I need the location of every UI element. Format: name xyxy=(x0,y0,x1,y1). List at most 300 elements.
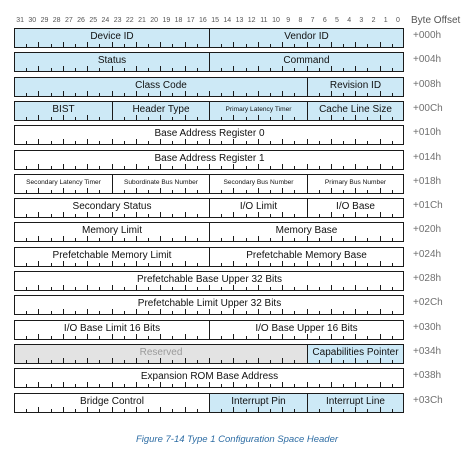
bit-tick xyxy=(38,407,39,412)
bit-tick xyxy=(26,409,27,412)
bit-tick xyxy=(221,336,222,339)
register-field xyxy=(209,53,403,71)
bit-tick xyxy=(343,44,344,47)
bit-tick xyxy=(112,115,113,120)
bit-tick xyxy=(136,334,137,339)
bit-tick xyxy=(87,91,88,96)
bit-tick xyxy=(258,334,259,339)
bit-tick xyxy=(221,93,222,96)
bit-number: 9 xyxy=(286,17,291,24)
byte-offset-label: +034h xyxy=(413,345,442,357)
bit-tick xyxy=(258,42,259,47)
bit-tick xyxy=(355,139,356,144)
bit-tick xyxy=(307,188,308,193)
bit-tick xyxy=(148,166,149,169)
bit-tick xyxy=(124,166,125,169)
bit-tick xyxy=(185,91,186,96)
bit-tick xyxy=(258,309,259,314)
bit-tick xyxy=(246,360,247,363)
bit-tick xyxy=(343,263,344,266)
bit-tick xyxy=(233,407,234,412)
bit-tick xyxy=(209,309,210,314)
bit-tick xyxy=(355,285,356,290)
bit-tick xyxy=(331,91,332,96)
bit-tick xyxy=(148,44,149,47)
bit-tick xyxy=(233,309,234,314)
bit-tick xyxy=(209,236,210,241)
bit-tick xyxy=(136,212,137,217)
bit-tick xyxy=(355,42,356,47)
bit-tick xyxy=(343,166,344,169)
bit-tick xyxy=(246,93,247,96)
bit-tick xyxy=(270,166,271,169)
bit-number: 4 xyxy=(347,17,352,24)
bit-tick xyxy=(331,188,332,193)
bit-number: 14 xyxy=(223,17,232,24)
bit-tick xyxy=(307,115,308,120)
bit-tick xyxy=(331,382,332,387)
bit-tick xyxy=(26,214,27,217)
bit-tick xyxy=(282,139,283,144)
bit-tick xyxy=(87,261,88,266)
byte-offset-label: +02Ch xyxy=(413,297,443,309)
bit-tick xyxy=(75,287,76,290)
bit-tick xyxy=(160,164,161,169)
bit-tick xyxy=(307,382,308,387)
bit-tick xyxy=(112,334,113,339)
bit-tick xyxy=(172,311,173,314)
bit-tick xyxy=(209,334,210,339)
bit-tick xyxy=(294,44,295,47)
bit-tick xyxy=(392,93,393,96)
bit-tick xyxy=(307,261,308,266)
bit-tick xyxy=(124,44,125,47)
bit-tick xyxy=(392,384,393,387)
bit-tick xyxy=(197,93,198,96)
bit-tick xyxy=(246,311,247,314)
bit-tick xyxy=(75,117,76,120)
bit-tick xyxy=(282,407,283,412)
bit-tick xyxy=(87,115,88,120)
bit-tick xyxy=(221,166,222,169)
bit-tick xyxy=(258,212,259,217)
bit-tick xyxy=(380,407,381,412)
bit-tick xyxy=(26,238,27,241)
bit-tick xyxy=(319,190,320,193)
register-field xyxy=(209,223,403,241)
bit-tick xyxy=(136,382,137,387)
byte-offset-label: +000h xyxy=(413,30,442,41)
register-row xyxy=(14,344,404,364)
byte-offset-label: +004h xyxy=(413,54,442,66)
bit-tick xyxy=(99,263,100,266)
bit-tick xyxy=(63,407,64,412)
bit-tick xyxy=(233,188,234,193)
bit-tick xyxy=(221,214,222,217)
bit-tick xyxy=(282,236,283,241)
bit-tick xyxy=(343,238,344,241)
bit-tick xyxy=(380,261,381,266)
bit-tick xyxy=(38,309,39,314)
bit-tick xyxy=(185,139,186,144)
bit-tick xyxy=(160,236,161,241)
bit-tick xyxy=(38,212,39,217)
bit-tick xyxy=(26,190,27,193)
bit-tick xyxy=(51,93,52,96)
byte-offset-label: +028h xyxy=(413,273,442,284)
bit-tick xyxy=(319,44,320,47)
bit-tick xyxy=(185,188,186,193)
bit-tick xyxy=(99,117,100,120)
field-label: Class Code xyxy=(135,79,187,91)
bit-tick xyxy=(367,409,368,412)
bit-tick xyxy=(331,139,332,144)
bit-tick xyxy=(282,188,283,193)
bit-tick xyxy=(221,141,222,144)
field-label: Secondary Status xyxy=(72,201,152,213)
register-row xyxy=(14,295,404,315)
bit-tick xyxy=(282,285,283,290)
bit-tick xyxy=(343,409,344,412)
bit-tick xyxy=(221,360,222,363)
register-row xyxy=(14,125,404,145)
bit-tick xyxy=(294,360,295,363)
bit-tick xyxy=(51,190,52,193)
bit-tick xyxy=(26,68,27,71)
bit-tick xyxy=(63,309,64,314)
byte-offset-label: +014h xyxy=(413,151,442,163)
bit-number: 18 xyxy=(174,17,183,24)
bit-tick xyxy=(136,164,137,169)
bit-tick xyxy=(233,382,234,387)
bit-tick xyxy=(38,139,39,144)
bit-tick xyxy=(270,311,271,314)
bit-tick xyxy=(26,166,27,169)
bit-tick xyxy=(233,115,234,120)
bit-tick xyxy=(380,236,381,241)
bit-tick xyxy=(221,44,222,47)
bit-tick xyxy=(51,214,52,217)
bit-tick xyxy=(172,238,173,241)
byte-offset-label: +010h xyxy=(413,127,442,139)
bit-tick xyxy=(282,212,283,217)
field-label: Header Type xyxy=(132,103,190,115)
bit-tick xyxy=(38,66,39,71)
bit-tick xyxy=(233,212,234,217)
bit-tick xyxy=(75,311,76,314)
field-label: Memory Limit xyxy=(81,225,142,237)
register-row xyxy=(14,174,404,194)
bit-tick xyxy=(75,93,76,96)
bit-tick xyxy=(63,261,64,266)
bit-tick xyxy=(331,407,332,412)
field-label: Interrupt Line xyxy=(326,395,385,407)
bit-tick xyxy=(270,117,271,120)
field-label: Prefetchable Memory Limit xyxy=(52,249,172,261)
bit-tick xyxy=(63,188,64,193)
bit-tick xyxy=(124,214,125,217)
bit-tick xyxy=(197,384,198,387)
bit-tick xyxy=(148,214,149,217)
bit-tick xyxy=(136,407,137,412)
field-label: Subordinate Bus Number xyxy=(123,178,199,186)
bit-tick xyxy=(367,384,368,387)
bit-tick xyxy=(221,263,222,266)
bit-tick xyxy=(124,311,125,314)
bit-tick xyxy=(75,214,76,217)
bit-tick xyxy=(51,336,52,339)
bit-tick xyxy=(148,384,149,387)
bit-tick xyxy=(355,309,356,314)
bit-tick xyxy=(307,164,308,169)
bit-tick xyxy=(209,212,210,217)
bit-tick xyxy=(380,42,381,47)
bit-number: 0 xyxy=(395,17,400,24)
bit-tick xyxy=(51,409,52,412)
bit-tick xyxy=(221,117,222,120)
bit-tick xyxy=(246,336,247,339)
field-label: Command xyxy=(283,55,330,67)
bit-tick xyxy=(331,66,332,71)
bit-tick xyxy=(75,166,76,169)
byte-offset-label: +00Ch xyxy=(413,102,443,114)
bit-tick xyxy=(148,117,149,120)
bit-tick xyxy=(355,334,356,339)
field-label: Secondary Latency Timer xyxy=(26,178,101,186)
bit-tick xyxy=(307,407,308,412)
bit-tick xyxy=(63,212,64,217)
bit-tick xyxy=(294,166,295,169)
bit-tick xyxy=(172,117,173,120)
bit-tick xyxy=(294,190,295,193)
bit-tick xyxy=(355,91,356,96)
bit-tick xyxy=(343,311,344,314)
bit-tick xyxy=(51,141,52,144)
bit-tick xyxy=(258,382,259,387)
bit-tick xyxy=(99,384,100,387)
bit-tick xyxy=(51,311,52,314)
bit-tick xyxy=(294,141,295,144)
bit-tick xyxy=(75,44,76,47)
bit-tick xyxy=(355,261,356,266)
bit-tick xyxy=(172,336,173,339)
bit-tick xyxy=(124,287,125,290)
bit-tick xyxy=(282,334,283,339)
bit-tick xyxy=(258,115,259,120)
bit-tick xyxy=(209,42,210,47)
bit-tick xyxy=(246,141,247,144)
byte-offset-label: +01Ch xyxy=(413,200,443,212)
bit-tick xyxy=(367,214,368,217)
bit-tick xyxy=(331,309,332,314)
bit-tick xyxy=(380,115,381,120)
bit-tick xyxy=(75,238,76,241)
bit-tick xyxy=(112,382,113,387)
bit-tick xyxy=(197,238,198,241)
bit-tick xyxy=(355,382,356,387)
bit-tick xyxy=(99,336,100,339)
field-label: Revision ID xyxy=(329,79,382,91)
bit-tick xyxy=(380,358,381,363)
bit-tick xyxy=(380,334,381,339)
bit-tick xyxy=(160,382,161,387)
bit-tick xyxy=(197,336,198,339)
bit-tick xyxy=(246,409,247,412)
field-label: Expansion ROM Base Address xyxy=(140,371,279,383)
bit-tick xyxy=(112,407,113,412)
bit-number: 13 xyxy=(235,17,244,24)
bit-tick xyxy=(294,263,295,266)
bit-tick xyxy=(319,336,320,339)
bit-tick xyxy=(99,190,100,193)
bit-tick xyxy=(185,309,186,314)
bit-tick xyxy=(148,311,149,314)
bit-tick xyxy=(367,360,368,363)
bit-tick xyxy=(221,190,222,193)
bit-tick xyxy=(380,66,381,71)
bit-tick xyxy=(270,360,271,363)
bit-tick xyxy=(343,141,344,144)
bit-tick xyxy=(112,309,113,314)
bit-tick xyxy=(185,382,186,387)
register-row xyxy=(14,368,404,388)
bit-tick xyxy=(99,360,100,363)
field-label: Interrupt Pin xyxy=(231,395,286,407)
bit-tick xyxy=(124,117,125,120)
bit-tick xyxy=(197,68,198,71)
bit-tick xyxy=(307,91,308,96)
bit-tick xyxy=(185,236,186,241)
bit-tick xyxy=(270,44,271,47)
register-row xyxy=(14,198,404,218)
bit-tick xyxy=(221,409,222,412)
bit-tick xyxy=(63,115,64,120)
bit-tick xyxy=(294,409,295,412)
bit-tick xyxy=(75,68,76,71)
bit-tick xyxy=(112,91,113,96)
bit-tick xyxy=(185,42,186,47)
register-field xyxy=(209,321,403,339)
bit-number: 20 xyxy=(150,17,159,24)
bit-tick xyxy=(75,336,76,339)
bit-tick xyxy=(270,263,271,266)
bit-tick xyxy=(294,336,295,339)
bit-tick xyxy=(343,93,344,96)
bit-tick xyxy=(160,309,161,314)
bit-tick xyxy=(99,287,100,290)
bit-tick xyxy=(148,68,149,71)
bit-tick xyxy=(294,238,295,241)
bit-number: 17 xyxy=(186,17,195,24)
bit-tick xyxy=(160,285,161,290)
register-row xyxy=(14,320,404,340)
bit-tick xyxy=(209,407,210,412)
bit-number: 31 xyxy=(16,17,24,24)
bit-tick xyxy=(270,190,271,193)
bit-tick xyxy=(367,311,368,314)
bit-tick xyxy=(392,238,393,241)
bit-tick xyxy=(99,238,100,241)
bit-tick xyxy=(38,261,39,266)
bit-tick xyxy=(112,358,113,363)
bit-tick xyxy=(160,261,161,266)
bit-tick xyxy=(87,188,88,193)
bit-tick xyxy=(124,238,125,241)
bit-tick xyxy=(258,358,259,363)
bit-tick xyxy=(367,68,368,71)
bit-number: 5 xyxy=(335,17,339,24)
bit-tick xyxy=(38,382,39,387)
bit-tick xyxy=(197,263,198,266)
bit-number: 16 xyxy=(199,17,207,24)
bit-tick xyxy=(63,236,64,241)
bit-tick xyxy=(221,384,222,387)
bit-tick xyxy=(99,311,100,314)
bit-tick xyxy=(26,117,27,120)
field-label: Device ID xyxy=(90,31,134,42)
bit-tick xyxy=(26,93,27,96)
bit-tick xyxy=(136,285,137,290)
bit-tick xyxy=(51,287,52,290)
bit-tick xyxy=(185,358,186,363)
bit-tick xyxy=(209,188,210,193)
bit-tick xyxy=(380,285,381,290)
bit-tick xyxy=(392,117,393,120)
bit-tick xyxy=(63,66,64,71)
register-field xyxy=(15,78,307,96)
bit-tick xyxy=(233,261,234,266)
bit-tick xyxy=(112,261,113,266)
bit-tick xyxy=(112,66,113,71)
bit-tick xyxy=(87,334,88,339)
bit-tick xyxy=(148,287,149,290)
bit-tick xyxy=(392,409,393,412)
bit-tick xyxy=(307,139,308,144)
bit-tick xyxy=(136,261,137,266)
bit-tick xyxy=(380,188,381,193)
field-label: Primary Bus Number xyxy=(324,178,387,186)
bit-tick xyxy=(380,309,381,314)
field-label: I/O Base Upper 16 Bits xyxy=(255,322,358,334)
bit-tick xyxy=(63,285,64,290)
bit-tick xyxy=(294,287,295,290)
bit-tick xyxy=(343,214,344,217)
bit-tick xyxy=(160,139,161,144)
bit-tick xyxy=(319,93,320,96)
bit-tick xyxy=(172,409,173,412)
register-row xyxy=(14,77,404,97)
field-label: Reserved xyxy=(139,346,183,358)
bit-number: 23 xyxy=(113,17,122,24)
bit-tick xyxy=(246,190,247,193)
bit-tick xyxy=(294,311,295,314)
bit-tick xyxy=(307,42,308,47)
bit-tick xyxy=(343,384,344,387)
bit-tick xyxy=(87,236,88,241)
bit-tick xyxy=(319,68,320,71)
bit-tick xyxy=(148,141,149,144)
register-field xyxy=(209,248,403,266)
register-field xyxy=(209,29,403,47)
field-label: Primary Latency Timer xyxy=(225,105,292,113)
byte-offset-label: +030h xyxy=(413,321,442,333)
bit-tick xyxy=(172,263,173,266)
bit-tick xyxy=(185,212,186,217)
bit-tick xyxy=(246,166,247,169)
bit-tick xyxy=(148,409,149,412)
bit-tick xyxy=(99,141,100,144)
bit-tick xyxy=(197,117,198,120)
